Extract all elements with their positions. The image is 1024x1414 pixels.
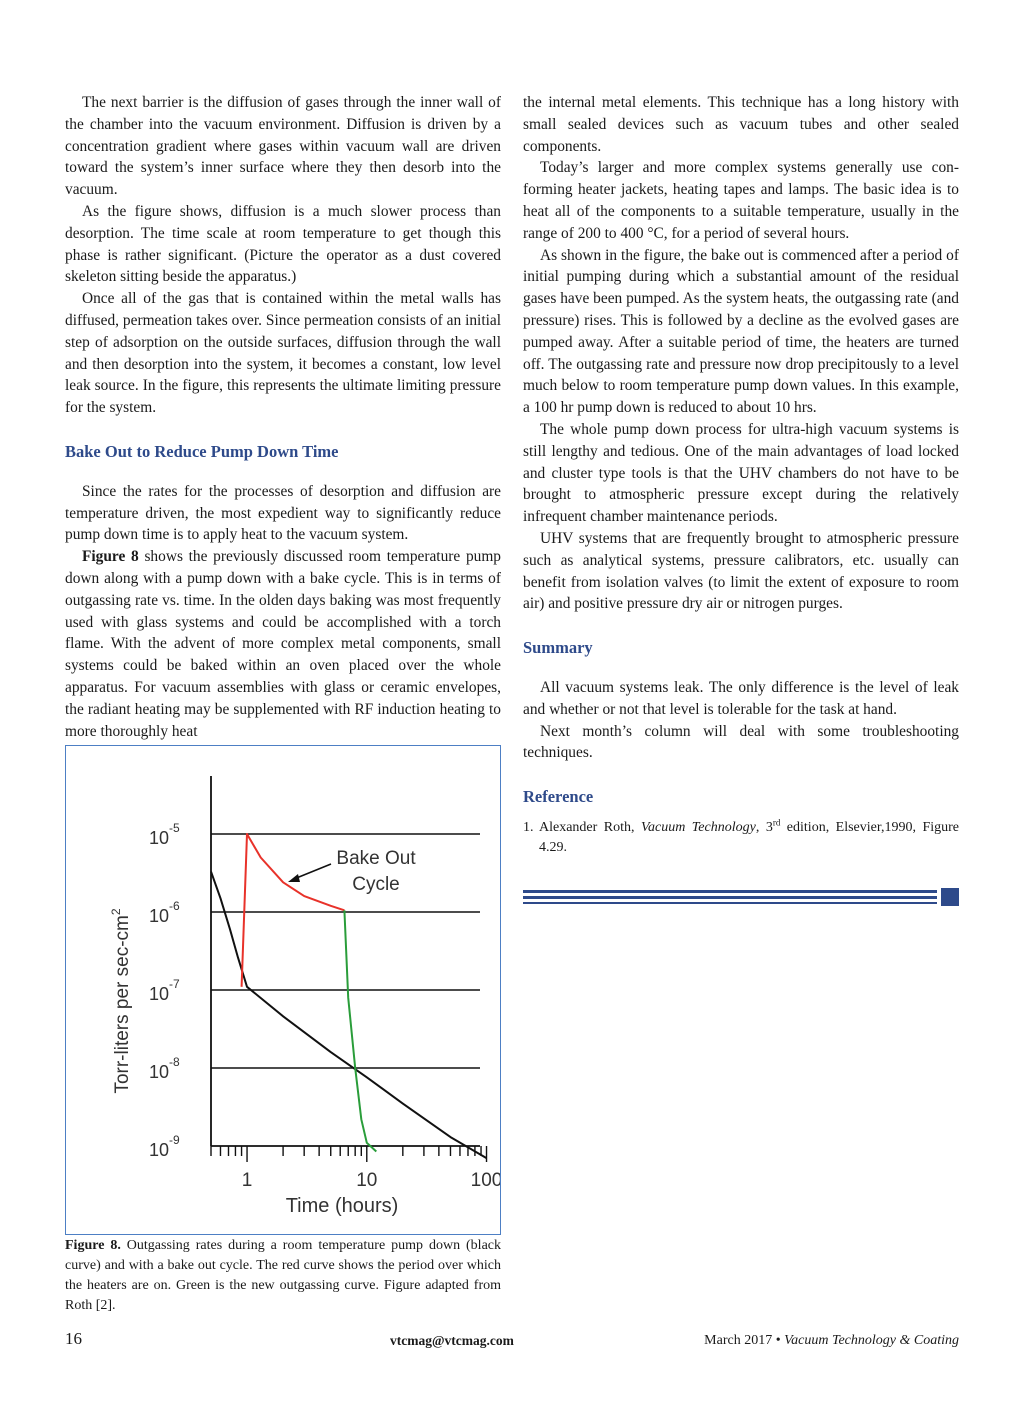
y-tick-label: $10^{-8}$ [149, 1055, 180, 1082]
reference-number: 1. [523, 819, 534, 835]
caption-label: Figure 8. [65, 1238, 121, 1253]
x-axis-label: Time (hours) [285, 1195, 399, 1217]
figure-8-frame [65, 745, 501, 1235]
bake-out-curve [242, 834, 345, 987]
y-tick-label: $10^{-5}$ [149, 821, 180, 848]
paragraph: Once all of the gas that is contained within the metal walls has diffused, permeation takes over. Since permeation consists of an initial step of adsorption on the outside surfaces, diffusion through the wall and then desorption into the system, it becomes a constant, low level leak source. In the figure, this represents the ultimate limiting pressure for the system. [65, 290, 501, 417]
paragraph: The next barrier is the diffusion of gases through the inner wall of the chamber into the vacuum environment. Diffusion is driven by a concentration gradient where gases within vacuum wall are driven toward the system’s inner surface where they then desorb into the vacuum. [65, 94, 501, 199]
end-square-icon [941, 888, 959, 906]
section-heading-bake-out: Bake Out to Reduce Pump Down Time [65, 441, 339, 461]
reference-item [523, 818, 959, 858]
end-of-article-rule [523, 886, 960, 908]
bullet: • [775, 1333, 781, 1348]
rule-line [523, 896, 937, 899]
y-tick-label: $10^{-7}$ [149, 977, 180, 1004]
annotation-line-1: Bake Out [336, 848, 416, 869]
paragraph-text: shows the previously discussed room temperature pump down along with a pump down with a bake cycle. This is in terms of outgassing rate vs. time. In the olden days baking was most frequently used with glass systems and could be accomplished with a torch flame. With the advent of more complex metal components, small systems could be baked within an oven placed over the whole apparatus. For vacuum assemblies with glass or ceramic envelopes, the radiant heating may be supplemented with RF induction heating to more thoroughly heat [65, 548, 501, 740]
right-column [523, 92, 959, 858]
left-column [65, 92, 501, 742]
y-axis-label: Torr-liters per $\sec-cm^2$ [109, 908, 133, 1094]
y-tick-label: $10^{-9}$ [149, 1133, 180, 1160]
rule-line [523, 890, 937, 893]
annotation-line-2: Cycle [352, 874, 400, 895]
footer-issue: March 2017 • Vacuum Technology & Coating [704, 1333, 959, 1348]
paragraph: As the figure shows, diffusion is a much slower process than desorption. The time scale at room temperature to get though this phase is rather significant. (Picture the operator as a dust covered skeleton sitting beside the apparatus.) [65, 202, 501, 286]
x-tick-label: 100 [470, 1170, 500, 1191]
paragraph: Next month’s column will deal with some troubleshooting techniques. [523, 722, 959, 762]
paragraph: All vacuum systems leak. The only difference is the level of leak and whether or not that level is tolerable for the task at hand. [523, 678, 959, 718]
paragraph: As shown in the figure, the bake out is commenced after a period of initial pumping during which a substantial amount of the residual gases have been pumped. As the system heats, the outgassing rate (and pressure) rises. This is followed by a decline as the evolved gases are pumped away. After a suitable period of time, the heaters are turned off. The outgassing rate and pressure now drop precipitously to a level much below to room temperature pump down values. In this example, a 100 hr pump down is reduced to about 10 hrs. [523, 246, 959, 417]
paragraph: Today’s larger and more complex systems generally use conforming heater jackets, heating tapes and lamps. The basic idea is to heat all of the components to a suitable temperature, usually in the range of 200 to 400 °C, for a period of several hours. [523, 159, 959, 242]
magazine-name: Vacuum Technology & Coating [784, 1333, 959, 1348]
post-bake-curve [344, 910, 376, 1151]
paragraph [65, 546, 501, 742]
reference-text: Alexander Roth, Vacuum Technology, 3rd edition, Elsevier,1990, Figure 4.29. [539, 817, 960, 855]
outgassing-chart [66, 746, 500, 1234]
paragraph: UHV systems that are frequently brought to atmospheric pressure such as analytical systems, pressure calibrators, etc. usually can benefit from isolation valves (to limit the extent of exposure to room air) and positive pressure dry air or nitrogen purges. [523, 529, 959, 613]
section-heading-reference: Reference [523, 787, 594, 807]
section-heading-summary: Summary [523, 638, 593, 658]
y-tick-label: $10^{-6}$ [149, 899, 180, 926]
paragraph: Since the rates for the processes of desorption and diffusion are temperature driven, the most expedient way to significantly reduce pump down time is to apply heat to the vacuum system. [65, 482, 501, 544]
x-tick-label: 1 [241, 1170, 253, 1191]
caption-text: Outgassing rates during a room temperature pump down (black curve) and with a bake out cycle. The red curve shows the period over which the heaters are on. Green is the new outgassing curve. Figure adapted from Roth [2]. [65, 1238, 501, 1313]
annotation-arrow-icon [288, 864, 331, 882]
figure-reference: Figure 8 [82, 548, 139, 566]
footer-email: vtcmag@vtcmag.com [390, 1333, 514, 1348]
x-tick-label: 10 [356, 1170, 378, 1191]
paragraph: The whole pump down process for ultra-high vacuum systems is still lengthy and tedious. One of the main advantages of load locked and cluster type tools is that the UHV chambers do not have to be brought to atmospheric pressure except during the relatively infrequent chamber maintenance periods. [523, 420, 959, 526]
figure-caption [65, 1236, 501, 1316]
paragraph: the internal metal elements. This technique has a long history with small sealed devices such as vacuum tubes and other sealed components. [523, 94, 959, 155]
page-number: 16 [65, 1329, 82, 1348]
room-temperature-curve [211, 872, 487, 1159]
rule-line [523, 902, 937, 904]
